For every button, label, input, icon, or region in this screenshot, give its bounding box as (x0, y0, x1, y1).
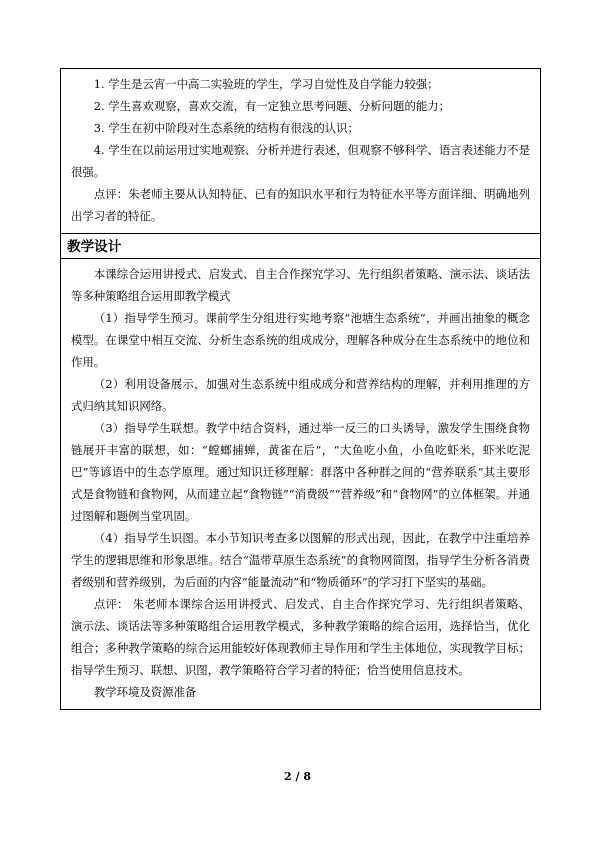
design-step-1: （1）指导学生预习。课前学生分组进行实地考察“池塘生态系统”，并画出抽象的概念模型。在课堂中相互交流、分析生态系统的组成成分，理解各种成分在生态系统中的地位和作用。 (71, 311, 530, 369)
section-heading: 教学设计 (67, 239, 122, 255)
design-step-3: （3）指导学生联想。教学中结合资料，通过举一反三的口头诱导，激发学生围绕食物链展开丰富的联想，如：“螳螂捕蝉，黄雀在后”，“大鱼吃小鱼，小鱼吃虾米，虾米吃泥巴”等谚语中的生态学原理。通过知识迁移理解：群落中各种群之间的“营养联系”其主要形式是食物链和食物网，从而建立起“食物链”“消费级”“营养级”和“食物网”的立体框架。并通过图解和题例当堂巩固。 (71, 421, 530, 523)
teaching-design-heading-row (61, 234, 541, 259)
environment-resources-label: 教学环境及资源准备 (93, 685, 197, 699)
design-step-4: （4）指导学生识图。本小节知识考查多以图解的形式出现，因此，在教学中注重培养学生的逻辑思维和形象思维。结合“温带草原生态系统”的食物网简图，指导学生分析各消费者级别和营养级别，为后面的内容“能量流动”和“物质循环”的学习打下坚实的基础。 (71, 531, 530, 589)
teaching-design-heading-cell (61, 234, 541, 259)
design-intro: 本课综合运用讲授式、启发式、自主合作探究学习、先行组织者策略、演示法、谈话法等多种策略组合运用即教学模式 (71, 267, 530, 303)
learner-comment: 点评：朱老师主要从认知特征、已有的知识水平和行为特征水平等方面详细、明确地列出学习者的特征。 (71, 187, 530, 223)
teaching-design-body-row (61, 259, 541, 710)
learner-item-3: 3. 学生在初中阶段对生态系统的结构有很浅的认识； (93, 121, 359, 135)
page-number: 2 / 8 (284, 770, 311, 783)
teaching-design-body-cell (61, 259, 541, 710)
learner-analysis-row (61, 69, 541, 234)
design-comment: 点评： 朱老师本课综合运用讲授式、启发式、自主合作探究学习、先行组织者策略、演示法、谈话法等多种策略组合运用教学模式，多种教学策略的综合运用，选择恰当，优化组合；多种教学策略的综合运用能较好体现教师主导作用和学生主体地位，实现教学目标；指导学生预习、联想、识图，教学策略符合学习者的特征；恰当使用信息技术。 (71, 597, 530, 677)
learner-item-2: 2. 学生喜欢观察，喜欢交流，有一定独立思考问题、分析问题的能力； (93, 99, 451, 113)
design-step-2: （2）利用设备展示，加强对生态系统中组成成分和营养结构的理解，并利用推理的方式归纳其知识网络。 (71, 377, 530, 413)
learner-item-1: 1. 学生是云宵一中高二实验班的学生，学习自觉性及自学能力较强； (93, 77, 439, 91)
learner-item-4: 4. 学生在以前运用过实地观察、分析并进行表述，但观察不够科学、语言表述能力不是很强。 (71, 143, 530, 179)
lesson-plan-table (60, 68, 541, 710)
learner-analysis-cell (61, 69, 541, 234)
